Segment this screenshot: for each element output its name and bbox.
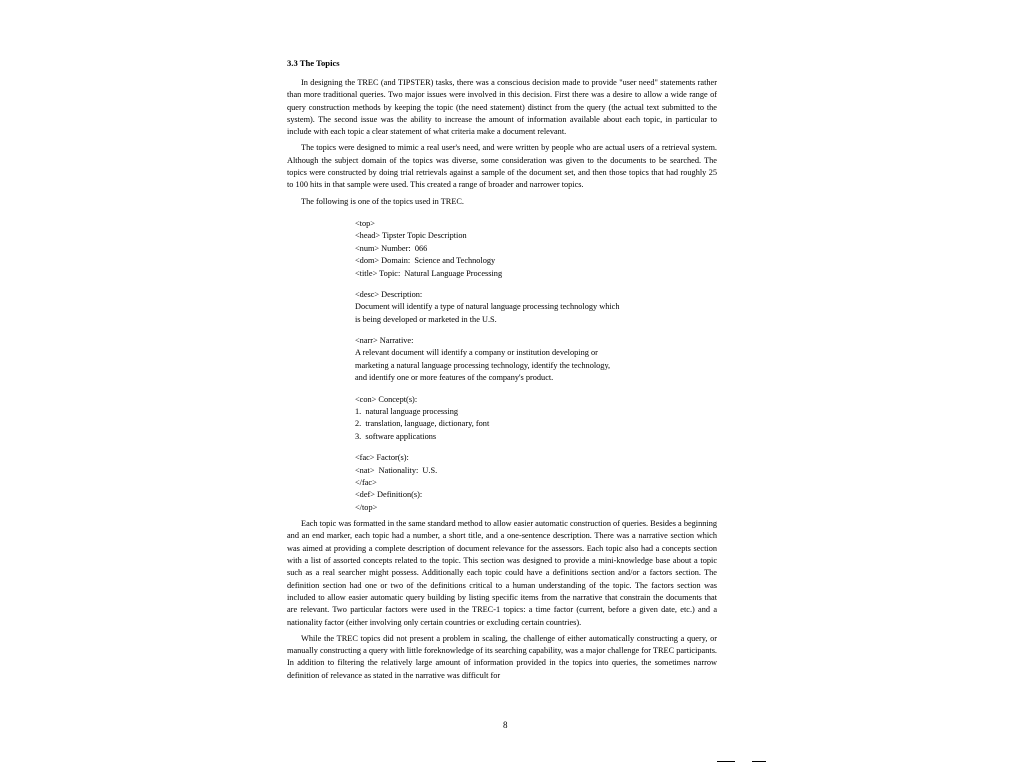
topic-line: A relevant document will identify a company or institution developing or [355, 348, 598, 358]
body-paragraph: The following is one of the topics used in TREC. [301, 196, 465, 206]
topic-line: </top> [355, 502, 378, 512]
topic-line: <title> Topic: Natural Language Processing [355, 268, 503, 278]
body-paragraph: Each topic was formatted in the same standard method to allow easier automatic construction of queries. Besides a beginning and an end marker, each topic had a number, a short title, and a one-sentence description. There was a narrative section which was aimed at providing a complete description of document relevance for the assessors. Each topic also had a concepts section with a list of assorted concepts related to the topic. This section was designed to provide a mini-knowledge base about a topic such as a real searcher might possess. Additionally each topic could have a definitions section and/or a factors section. The definition section had one or two of the definitions critical to a human understanding of the topic. The factors section was included to allow easier automatic query building by listing specific items from the narrative that constrain the documents that are relevant. Two particular factors were used in the TREC-1 topics: a time factor (current, before a given date, etc.) and a nationality factor (either involving only certain countries or excluding certain countries). [287, 519, 717, 627]
topic-spacer [355, 385, 675, 394]
topic-line: marketing a natural language processing technology, identify the technology, [355, 360, 611, 370]
body-paragraph: In designing the TREC (and TIPSTER) tasks, there was a conscious decision made to provide "user need" statements rather than more traditional queries. Two major issues were involved in this decision. First there was a desire to allow a wide range of query construction methods by keeping the topic (the need statement) distinct from the query (the actual text submitted to the system). The second issue was the ability to increase the amount of information available about each topic, in particular to include with each topic a clear statement of what criteria make a document relevant. [287, 78, 717, 137]
footer-rule [717, 761, 735, 762]
topic-spacer [355, 326, 675, 335]
topic-line: <num> Number: 066 [355, 243, 428, 253]
section-heading: 3.3 The Topics [287, 58, 340, 68]
topic-line: Document will identify a type of natural language processing technology which [355, 302, 620, 312]
page-number: 8 [503, 720, 508, 730]
topic-line: 2. translation, language, dictionary, font [355, 419, 490, 429]
topic-line: <head> Tipster Topic Description [355, 231, 467, 241]
topic-spacer [355, 443, 675, 452]
topic-line: <dom> Domain: Science and Technology [355, 256, 496, 266]
topic-line: 1. natural language processing [355, 407, 458, 417]
topic-line: </fac> [355, 478, 377, 487]
document-page [287, 58, 717, 686]
topic-line: is being developed or marketed in the U.S. [355, 314, 497, 324]
topic-line: <narr> Narrative: [355, 336, 414, 346]
topic-line: <top> [355, 218, 375, 228]
topic-spacer [355, 280, 675, 289]
topic-line: <nat> Nationality: U.S. [355, 465, 438, 475]
topic-line: <def> Definition(s): [355, 490, 423, 500]
topic-line: 3. software applications [355, 431, 437, 441]
topic-line: <con> Concept(s): [355, 394, 418, 404]
body-paragraph: The topics were designed to mimic a real user's need, and were written by people who are actual users of a retrieval system. Although the subject domain of the topics was diverse, some consideration was given to the documents to be searched. The topics were constructed by doing trial retrievals against a sample of the document set, and then those topics that had roughly 25 to 100 hits in that sample were used. This created a range of broader and narrower topics. [287, 143, 717, 190]
topic-line: <fac> Factor(s): [355, 453, 409, 463]
topic-example [355, 218, 675, 514]
footer-rule [752, 761, 766, 762]
body-paragraph: While the TREC topics did not present a problem in scaling, the challenge of either automatically constructing a query, or manually constructing a query with little foreknowledge of its searching capability, was a major challenge for TREC participants. In addition to filtering the relatively large amount of information provided in the topics into queries, the sometimes narrow definition of relevance as stated in the narrative was difficult for [287, 633, 717, 680]
topic-line: <desc> Description: [355, 289, 423, 299]
topic-line: and identify one or more features of the company's product. [355, 373, 554, 383]
